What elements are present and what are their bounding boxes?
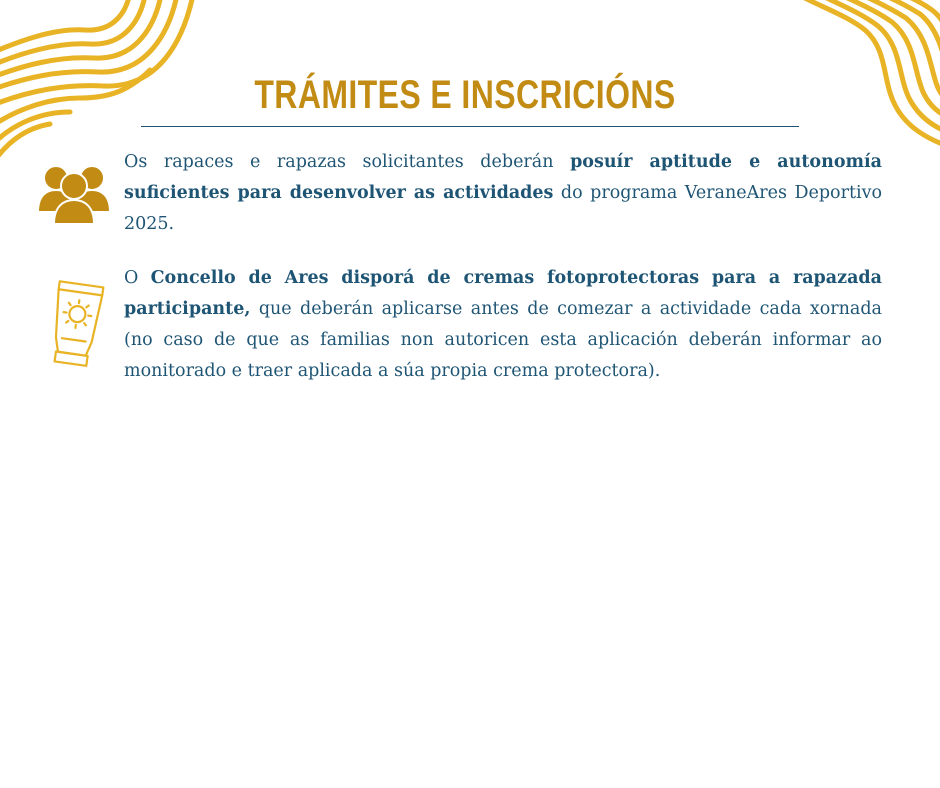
wave-top-left-8 (0, 124, 50, 160)
paragraph-sunscreen-text-1: O (124, 268, 151, 288)
paragraph-aptitude (124, 147, 882, 240)
wave-top-left-7 (0, 112, 70, 142)
wave-top-right-2 (810, 0, 940, 136)
people-group-icon (36, 162, 112, 226)
wave-top-right-1 (790, 0, 940, 150)
wave-top-left-3 (0, 0, 162, 82)
paragraph-aptitude-text-1: Os rapaces e rapazas solicitantes deberán (124, 152, 571, 172)
page-title: TRÁMITES E INSCRICIÓNS (254, 73, 676, 117)
paragraph-aptitude-bold: posuír aptitude e autonomía suficientes para desenvolver as actividades (124, 152, 883, 203)
wave-top-right-6 (890, 0, 940, 60)
wave-top-left-2 (0, 0, 146, 70)
wave-top-left-1 (0, 0, 130, 58)
wave-top-right-3 (830, 0, 940, 122)
wave-top-left-5 (0, 0, 194, 106)
wave-top-right-5 (870, 0, 940, 76)
wave-top-right-4 (850, 0, 940, 108)
paragraph-sunscreen-bold: Concello de Ares disporá de cremas fotoprotectoras para a rapazada participante, (124, 268, 882, 319)
title-divider (141, 126, 799, 127)
paragraph-aptitude-text-2: do programa VeraneAres Deportivo 2025. (124, 183, 882, 234)
wave-top-left-4 (0, 0, 178, 94)
wave-top-left-6 (0, 70, 150, 124)
sunscreen-tube-icon (44, 278, 108, 370)
paragraph-sunscreen-text-2: que deberán aplicarse antes de comezar a actividade cada xornada (no caso de que as familias non autoricen esta aplicación deberán informar ao monitorado e traer aplicada a súa propia crema protectora). (124, 299, 882, 381)
paragraph-sunscreen (124, 263, 882, 387)
